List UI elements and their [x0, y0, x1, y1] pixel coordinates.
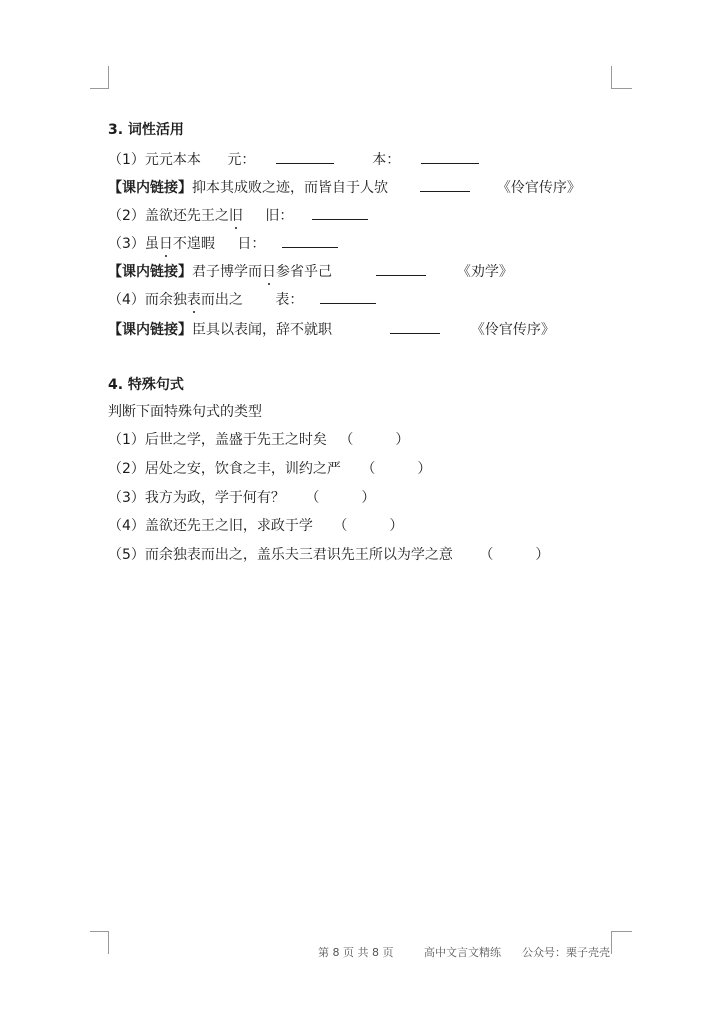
link-tag: 【课内链接】: [108, 322, 192, 338]
question-text-pre: 虽: [144, 236, 159, 252]
label-ben: 本：: [372, 152, 401, 168]
section-4-intro: 判断下面特殊句式的类型: [108, 404, 262, 420]
label-ri: 日：: [237, 236, 266, 252]
answer-blank[interactable]: [421, 149, 479, 164]
footer-page-number: 第 8 页 共 8 页: [318, 946, 394, 959]
question-text: 居处之安，饮食之丰，训约之严: [144, 461, 341, 477]
link-tag: 【课内链接】: [108, 180, 192, 196]
dotted-char: 日: [262, 264, 276, 280]
label-yuan: 元：: [227, 152, 256, 168]
answer-paren[interactable]: （ ）: [333, 518, 404, 534]
answer-blank[interactable]: [390, 319, 440, 334]
label-jiu: 旧：: [265, 208, 294, 224]
question-3-1: [108, 149, 479, 169]
link-text: 臣具以表闻，辞不就职: [192, 322, 332, 338]
page-content: [108, 0, 628, 1019]
dotted-char: 日: [158, 236, 173, 252]
question-text-post: 而出之: [200, 292, 243, 308]
question-number: （4）: [108, 518, 145, 534]
link-3-2: [108, 261, 513, 281]
answer-blank[interactable]: [312, 205, 368, 220]
section-3-title: 3. 词性活用: [108, 122, 184, 138]
footer-account: 公众号：栗子壳壳: [522, 946, 610, 959]
dotted-char: 表: [186, 292, 201, 308]
question-text: 元元本本: [144, 152, 201, 168]
question-4-2: [108, 460, 431, 478]
question-number: （3）: [108, 236, 145, 252]
question-text: 盖欲还先王之旧，求政于学: [144, 518, 313, 534]
answer-blank[interactable]: [376, 261, 426, 276]
answer-blank[interactable]: [282, 233, 338, 248]
corner-mark-bottom-left: [90, 931, 109, 954]
question-4-3: [108, 489, 375, 507]
question-text: 我方为政，学于何有？: [144, 490, 285, 506]
answer-paren[interactable]: （ ）: [339, 432, 410, 448]
answer-paren[interactable]: （ ）: [479, 547, 550, 563]
question-number: （1）: [108, 432, 145, 448]
answer-paren[interactable]: （ ）: [361, 461, 432, 477]
question-4-5: [108, 546, 549, 564]
question-text-post: 不遑暇: [172, 236, 215, 252]
section-4-title: 4. 特殊句式: [108, 377, 184, 393]
link-text-post: 参省乎己: [276, 264, 332, 280]
footer-doc-title: 高中文言文精练: [424, 946, 501, 959]
question-number: （2）: [108, 208, 145, 224]
answer-paren[interactable]: （ ）: [305, 490, 376, 506]
link-3-1: [108, 177, 581, 197]
question-number: （1）: [108, 152, 145, 168]
question-text: 后世之学，盖盛于先王之时矣: [144, 432, 327, 448]
question-number: （2）: [108, 461, 145, 477]
answer-blank[interactable]: [420, 177, 470, 192]
question-3-2: [108, 205, 368, 225]
link-source: 《劝学》: [456, 264, 513, 280]
corner-mark-top-left: [90, 66, 109, 89]
link-tag: 【课内链接】: [108, 264, 192, 280]
answer-blank[interactable]: [276, 149, 334, 164]
dotted-char: 旧: [228, 208, 243, 224]
question-number: （4）: [108, 292, 145, 308]
question-text: 而余独表而出之，盖乐夫三君识先王所以为学之意: [144, 547, 453, 563]
label-biao: 表：: [275, 292, 304, 308]
link-text-pre: 君子博学而: [192, 264, 262, 280]
link-source: 《伶官传序》: [496, 180, 581, 196]
link-source: 《伶官传序》: [470, 322, 555, 338]
link-3-3: [108, 319, 555, 339]
link-text: 抑本其成败之迹，而皆自于人欤: [192, 180, 388, 196]
question-text: 盖欲还先王之: [144, 208, 229, 224]
question-4-4: [108, 517, 403, 535]
question-4-1: [108, 431, 409, 449]
question-number: （3）: [108, 490, 145, 506]
answer-blank[interactable]: [320, 289, 376, 304]
question-text-pre: 而余独: [144, 292, 187, 308]
question-number: （5）: [108, 547, 145, 563]
question-3-4: [108, 289, 376, 309]
question-3-3: [108, 233, 338, 253]
